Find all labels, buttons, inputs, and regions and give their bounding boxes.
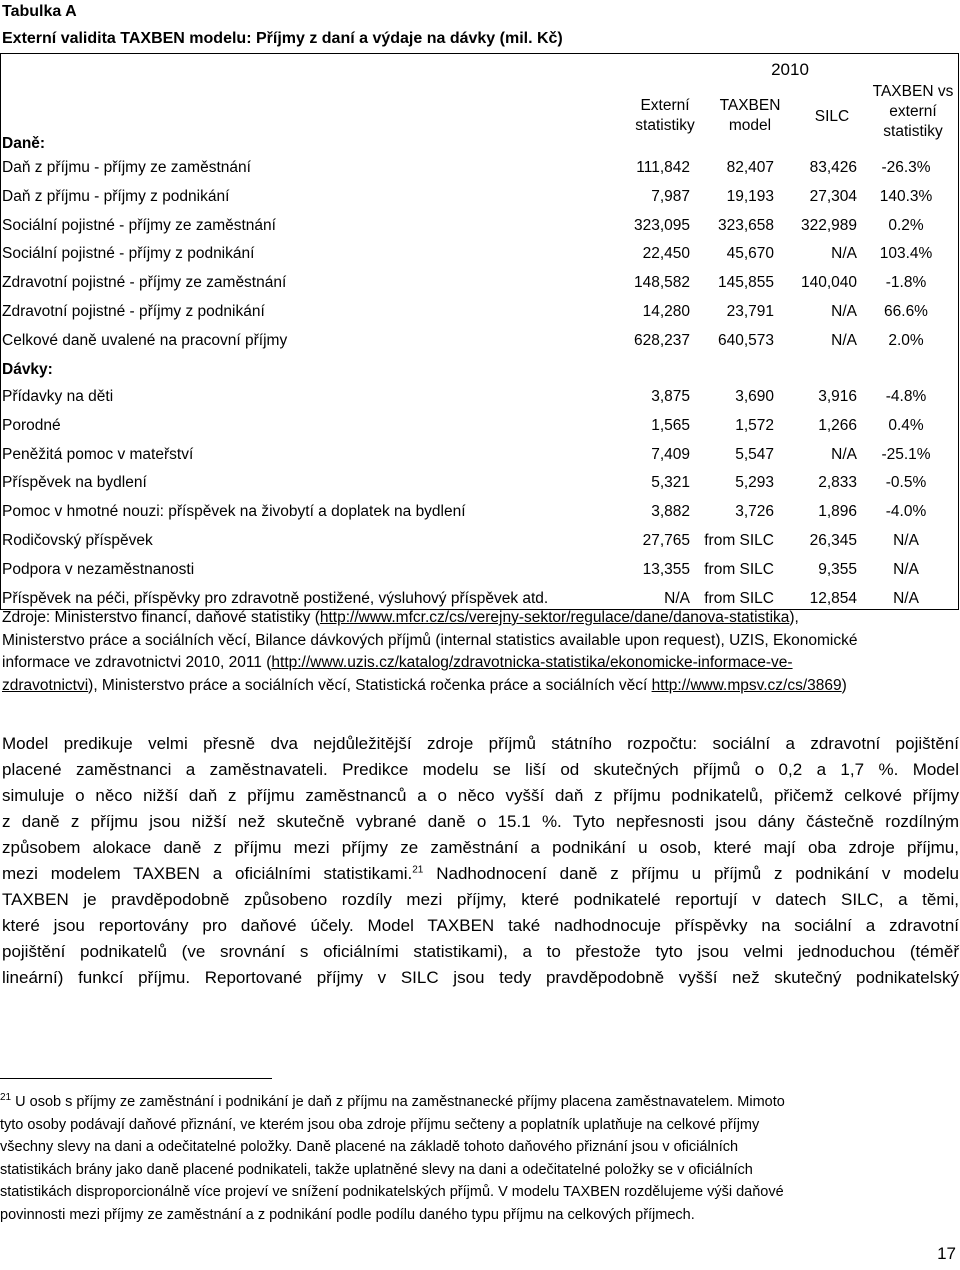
cell-taxben: 23,791 xyxy=(726,303,774,320)
cell-taxben: 3,690 xyxy=(735,388,774,405)
table-row xyxy=(2,469,957,497)
row-label: Daň z příjmu - příjmy ze zaměstnání xyxy=(2,159,251,176)
cell-external: 7,409 xyxy=(651,445,690,463)
cell-silc: 1,896 xyxy=(818,503,857,521)
cell-taxben: from SILC xyxy=(704,532,774,549)
table-title: Externí validita TAXBEN modelu: Příjmy z daní a výdaje na dávky (mil. Kč) xyxy=(2,30,563,47)
row-label: Sociální pojistné - příjmy ze zaměstnání xyxy=(2,216,276,234)
col-header-diff: TAXBEN vs externí statistiky xyxy=(872,83,954,140)
cell-silc: 9,355 xyxy=(818,560,857,578)
mfcr-link[interactable]: http://www.mfcr.cz/cs/verejny-sektor/regulace/dane/danova-statistika xyxy=(319,609,790,626)
table-row xyxy=(2,498,957,526)
cell-external: 13,355 xyxy=(642,560,690,578)
cell-silc: 2,833 xyxy=(818,474,857,492)
cell-taxben: 5,293 xyxy=(735,474,774,492)
table-caption: Tabulka A xyxy=(2,3,77,20)
cell-taxben: 19,193 xyxy=(726,187,774,205)
cell-external: 7,987 xyxy=(651,187,690,205)
cell-silc: N/A xyxy=(831,245,857,263)
row-label: Celkové daně uvalené na pracovní příjmy xyxy=(2,331,288,349)
row-label: Sociální pojistné - příjmy z podnikání xyxy=(2,245,255,263)
year-header: 2010 xyxy=(771,60,809,79)
cell-diff: 0.2% xyxy=(888,216,924,234)
col-header-silc: SILC xyxy=(814,108,850,125)
row-label: Příspěvek na bydlení xyxy=(2,474,147,492)
table-row xyxy=(2,441,957,469)
uzis-link-cont[interactable]: zdravotnictvi xyxy=(2,676,89,694)
cell-diff: N/A xyxy=(893,560,919,578)
cell-silc: 322,989 xyxy=(800,216,857,234)
body-paragraph: Model predikuje velmi přesně dva nejdůležitější zdroje příjmů státního rozpočtu: sociální a zdravotní pojištění placené zaměstnanci a zaměstnavateli. Predikce modelu se liší od skutečných příjmů o 0,2 a 1,7 %. Model simuluje o něco nižší daň z příjmu zaměstnanců a o něco vyšší daň z příjmu podnikatelů, přičemž celkové příjmy z daně z příjmu jsou nižší než skutečně vybrané daně o 15.1 %. Tyto nepřesnosti jsou dány částečně rozdílným způsobem alokace daně z příjmu mezi příjmy ze zaměstnání a podnikání u osob, které mají oba zdroje příjmu, mezi modelem TAXBEN a oficiálními statistikami.$^{21}$ Nadhodnocení daně z příjmu u příjmů z podnikání v modelu TAXBEN je pravděpodobně způsobeno rozdíly mezi příjmy, které podnikatelé reportují v datech SILC, a těmi, které jsou reportovány pro daňové účely. Model TAXBEN také nadhodnocuje příspěvky na sociální a zdravotní pojištění podnikatelů (ve srovnání s oficiálními statistikami), a to přestože tyto jsou velmi jednoduchou (téměř lineární) funkcí příjmu. Reportované příjmy v SILC jsou tedy pravděpodobně vyšší než skutečný podnikatelský xyxy=(2,734,960,987)
cell-external: 3,882 xyxy=(651,503,690,521)
cell-taxben: 3,726 xyxy=(735,503,774,521)
row-label: Podpora v nezaměstnanosti xyxy=(2,560,195,578)
cell-taxben: 5,547 xyxy=(735,445,774,463)
cell-external: 1,565 xyxy=(651,416,690,434)
table-row xyxy=(2,212,957,240)
cell-silc: 3,916 xyxy=(818,388,857,405)
cell-taxben: 1,572 xyxy=(735,416,774,434)
row-label: Rodičovský příspěvek xyxy=(2,532,153,549)
cell-diff: 2.0% xyxy=(888,331,924,349)
table-row xyxy=(2,298,957,326)
table-row xyxy=(2,240,957,268)
cell-external: 3,875 xyxy=(651,388,690,405)
cell-diff: -4.0% xyxy=(885,503,927,521)
cell-diff: -0.5% xyxy=(885,474,927,492)
cell-external: 323,095 xyxy=(633,216,690,234)
cell-silc: N/A xyxy=(831,445,857,463)
col-header-external: Externí statistiky xyxy=(635,97,695,134)
footnote-ref[interactable]: 21 xyxy=(412,864,424,876)
row-label: Příspěvek na péči, příspěvky pro zdravotně postižené, výsluhový příspěvek atd. xyxy=(2,589,549,607)
table-row xyxy=(2,383,957,411)
table-row xyxy=(2,269,957,297)
row-label: Porodné xyxy=(2,416,61,434)
table-source: Zdroje: Ministerstvo financí, daňové statistiky (http://www.mfcr.cz/cs/verejny-sektor/regulace/dane/danova-statistika), Ministerstvo práce a sociálních věcí, Bilance dávkových příjmů (internal statistics available upon request), UZIS, Ekonomické informace ve zdravotnictvi 2010, 2011 (http://www.uzis.cz/katalog/zdravotnicka-statistika/ekonomicke-informace-ve- zdravotnictvi), Ministerstvo práce a sociálních věcí, Statistická ročenka práce a sociálních věcí http://www.mpsv.cz/cs/3869) xyxy=(2,609,858,694)
cell-external: 14,280 xyxy=(642,303,690,320)
cell-external: 27,765 xyxy=(642,532,690,549)
table-row xyxy=(2,527,957,555)
cell-external: 628,237 xyxy=(633,331,690,349)
cell-taxben: 640,573 xyxy=(717,331,774,349)
taxes-section-label: Daně: xyxy=(2,135,46,152)
cell-diff: N/A xyxy=(893,532,919,549)
cell-taxben: 82,407 xyxy=(726,159,774,176)
footnote: $^{21}$ U osob s příjmy ze zaměstnání i podnikání je daň z příjmu na zaměstnanecké příjmy placena zaměstnavatelem. Mimoto tyto osoby podávají daňové přiznání, ve kterém jsou oba zdroje příjmu sečteny a poplatník uplatňuje na celkové příjmy všechny slevy na dani a odečitatelné položky. Daně placené na základě tohoto daňového přiznání jsou v oficiálních statistikách brány jako daně placené podnikateli, takže uplatněné slevy na dani a odečitatelné položky se v oficiálních statistikách disproporcionálně více projeví ve snížení podnikatelských příjmů. V modelu TAXBEN rozdělujeme výši daňové povinnosti mezi příjmy ze zaměstnání a z podnikání podle podílu daného typu příjmu na celkových příjmech. xyxy=(0,1092,785,1223)
cell-external: N/A xyxy=(664,589,690,607)
cell-external: 111,842 xyxy=(636,159,690,176)
cell-diff: 140.3% xyxy=(879,187,933,205)
table-row xyxy=(2,556,957,584)
uzis-link[interactable]: http://www.uzis.cz/katalog/zdravotnicka-statistika/ekonomicke-informace-ve- xyxy=(271,654,793,671)
cell-diff: 0.4% xyxy=(888,416,924,434)
row-label: Pomoc v hmotné nouzi: příspěvek na živobytí a doplatek na bydlení xyxy=(2,503,466,521)
cell-taxben: 323,658 xyxy=(717,216,774,234)
cell-taxben: from SILC xyxy=(704,560,774,578)
row-label: Zdravotní pojistné - příjmy z podnikání xyxy=(2,303,265,320)
cell-diff: -26.3% xyxy=(881,159,931,176)
row-label: Peněžitá pomoc v mateřství xyxy=(2,445,194,463)
table-row xyxy=(2,327,957,355)
cell-external: 22,450 xyxy=(642,245,690,263)
cell-silc: 12,854 xyxy=(809,589,857,607)
table-row xyxy=(2,154,957,182)
table-row xyxy=(2,183,957,211)
row-label: Přídavky na děti xyxy=(2,388,114,405)
cell-diff: -1.8% xyxy=(885,274,927,292)
cell-silc: N/A xyxy=(831,331,857,349)
cell-external: 5,321 xyxy=(651,474,690,492)
cell-silc: 27,304 xyxy=(809,187,857,205)
cell-taxben: 45,670 xyxy=(726,245,774,263)
cell-silc: 83,426 xyxy=(809,159,857,176)
cell-diff: 66.6% xyxy=(884,303,928,320)
cell-taxben: from SILC xyxy=(704,589,774,607)
page-number: 17 xyxy=(937,1244,956,1263)
table-row xyxy=(2,412,957,440)
cell-silc: 1,266 xyxy=(818,416,857,434)
mpsv-link[interactable]: http://www.mpsv.cz/cs/3869 xyxy=(651,676,842,694)
cell-diff: 103.4% xyxy=(879,245,933,263)
cell-diff: -25.1% xyxy=(881,445,931,463)
cell-silc: 26,345 xyxy=(809,532,857,549)
col-header-taxben: TAXBEN model xyxy=(719,97,781,134)
cell-diff: N/A xyxy=(893,589,919,607)
cell-silc: N/A xyxy=(831,303,857,320)
row-label: Daň z příjmu - příjmy z podnikání xyxy=(2,187,230,205)
cell-taxben: 145,855 xyxy=(717,274,774,292)
footnote-divider xyxy=(0,1078,272,1079)
cell-diff: -4.8% xyxy=(885,388,927,405)
cell-external: 148,582 xyxy=(633,274,690,292)
benefits-section-label: Dávky: xyxy=(2,361,53,378)
row-label: Zdravotní pojistné - příjmy ze zaměstnání xyxy=(2,274,287,292)
cell-silc: 140,040 xyxy=(800,274,857,292)
